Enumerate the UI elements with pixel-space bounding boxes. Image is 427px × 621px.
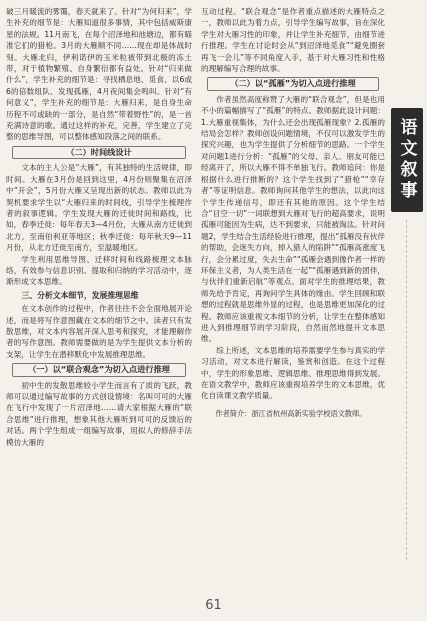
decorative-divider [406,220,407,560]
page-number: 61 [205,598,222,613]
paragraph: 互动过程。“联合观念”是作者重点描述的大雁特点之一，教师以此为着力点，引导学生编写故事，旨在深化学生对大雁习性的印象，并让学生补充细节，由细节进行推理。学生在讨论时会从“到沼泽地觅食”“避免圈套再飞一会儿”等不同角度入手，基于对大雁习性和性格的理解编写合理的故事。 [201,7,385,74]
paragraph: 文本的主人公是“大雁”，有其独特的生活规律，即时间。大雁在3月份是回到这里，4月份则聚集在沼泽中“开会”，5月份大雁又呈现出新的状态。教师以此为契机要求学生以“大雁归来的时间线，引导学生梳理作者的叙事逻辑。学生发现大雁的迁徙时间和路线，比如，春季迁徙：每年春天3—4月份，大雁从南方迁徙到北方，至南伯利亚等地区；秋季迁徙：每年秋天9—11月份，从北方迁徙至南方，至温暖地区。 [6,163,192,253]
section-heading: （二）时间线设计 [12,146,186,159]
paragraph: 学生利用思维导图、迁移时间和线路梳理文本脉络，有效参与信息识别、提取和归纳的学习活动中，逐渐形成文本思维。 [6,254,192,287]
right-column [201,6,385,586]
left-column [6,6,192,586]
paragraph: 作者虽然高度称赞了大雁的“联合观念”，但是也用不小的篇幅描写了“孤雁”的特点。教师据此设计问题：1.大雁重视集体，为什么还会出现孤雁现象？2.孤雁的结局会怎样？教师创设问题情境，不仅可以激发学生的探究兴趣，也为学生提供了分析细节的思路。一个学生对问题1进行分析：“孤雁”的父母、亲人、朋友可能已经离开了，所以大雁不得不单独飞行。教师追问：你是根据什么进行推断的？这个学生找到了“猎枪”“幸存者”等证明信息。教师询问其他学生的想法，以此向这个学生传递信号，即还有其他的原因。这个学生结合“目空一切”一词联想到大雁对飞行的超高要求，说明孤雁可能因为生病，达不到要求，只能被淘汰。针对问题2，学生结合生活经验进行推理，提出“孤雁没有伙伴的帮助，会迷失方向，掉入猎人的陷阱”“孤雁高涨度飞行，会分累过度，失去生命”“孤雁会遇到像作者一样的环保主义者，为人类生活在一起”“孤雁遇到新的团伴，与伙伴们重新启航”等观点。面对学生的推理结果，教师先给予肯定，再询问学生具体的缘由。学生回顾和联想的过程就是思维外显的过程，也是思维更加深化的过程。教师应该重视文本细节的分析，让学生在整体感知进入到推理细节的学习阶段，自然而然地提升文本思维。 [201,94,385,344]
section-tab [391,108,423,212]
section-heading: （一）以“联合观念”为切入点进行推理 [12,363,186,376]
paragraph: 破三月暖流的雾霭，春天就来了。针对“为何归来”，学生补充的细节是：大雁知道很多事情，其中包括威斯康星的法规。11月南飞，在每个沼泽地和池塘边，都有瞄准它们的猎枪。3月的大雁顺不同……现在却是体战时刻。大雁北归，伊利诺伊的玉米粒被带到北极的冻土带，对于植物繁殖、自身繁衍都有益处。针对“归来做什么”，学生补充的细节是：寻找栖息地、觅食、以6或6的倍数组队、发现孤雁，4月夜间集会鸣叫。针对“有何意义”，学生补充的细节是：大雁归来，是自身生命历程不可或缺的一部分，是自然“带着野性”的，是一首充满诗意的歌。通过这样的补充，完善，学生建立了完整的思维导图，可以整体感知段落之间的联系。 [6,7,192,142]
section-tab-label: 语文叙事 [396,118,417,202]
section-heading: （二）以“孤雁”为切入点进行推理 [207,77,379,90]
author-note: 作者简介：浙江省杭州高新实验学校语文教师。 [215,408,367,418]
paragraph: 综上所述，文本思维的培养需要学生参与真实的学习活动，对文本进行解读，鉴赏和创造。在这个过程中，学生的形象思维、逻辑思维、推理思维得到发展。在语文教学中，教师应该重视培养学生的文本思维，优化自读课文教学质量。 [201,345,385,401]
paragraph: 初中生的发散思维较小学生而言有了质的飞跃，教师可以通过编写故事的方式创设情境：名叫可可的大雁在飞行中发现了一片沼泽地……请大家根据大雁的“联合思维”进行推理，想象其他大雁听到可可的反馈后的对话。两个学生组成一组编写故事，用拟人的修辞手法模仿大雁的 [6,380,192,447]
section-heading: 三、分析文本细节，发展推理思维 [21,290,139,300]
paragraph: 在文本创作的过程中，作者往往不会全面地展开论述，而是将写作意图藏在文本的细节之中。读者只有发散思维，对文本内容展开深入思考和探究，才能理解作者的写作意图。教师需要做的是为学生提供文本分析的支架，让学生在潜移默化中发展推理思维。 [6,304,192,359]
